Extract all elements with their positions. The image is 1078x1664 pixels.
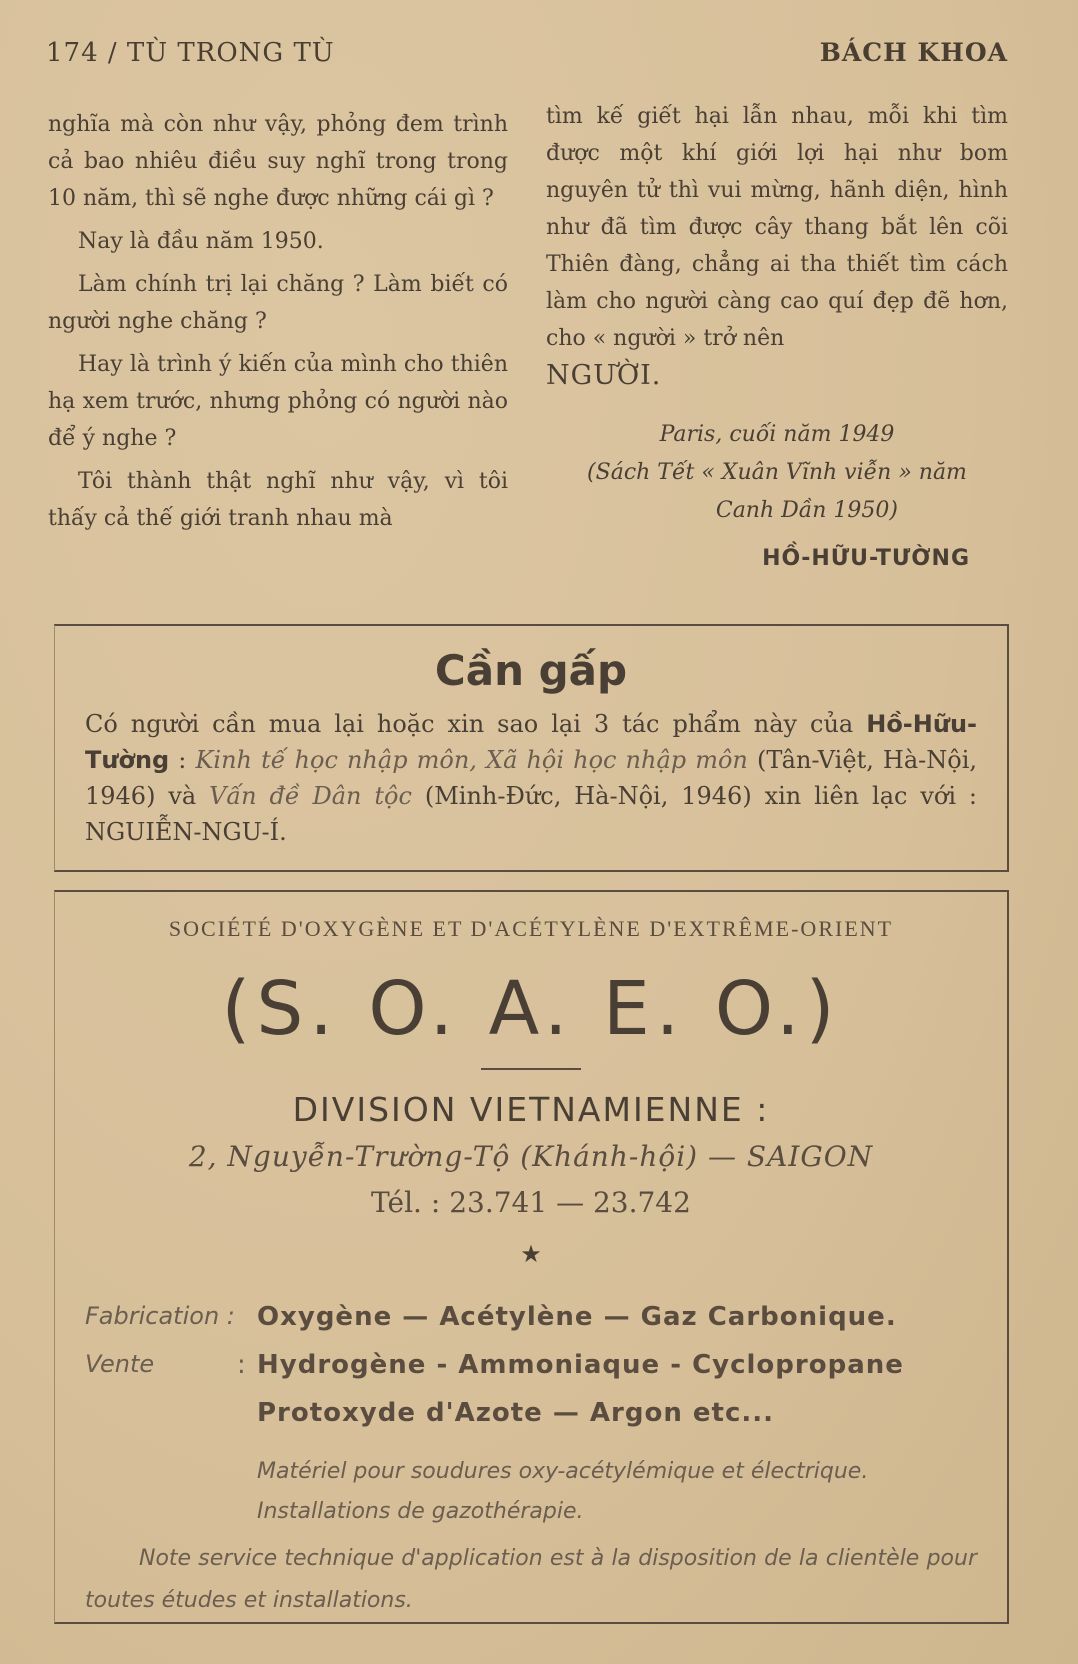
- signature-source: (Sách Tết « Xuân Vĩnh viễn » năm: [587, 460, 967, 485]
- notice-title: Cần gấp: [434, 646, 628, 695]
- address: 2, Nguyễn-Trường-Tộ (Khánh-hội) — SAIGON: [188, 1140, 874, 1173]
- materiel-line-1: Matériel pour soudures oxy-acétylémique et électrique.: [257, 1459, 869, 1484]
- notice-text: [85, 706, 977, 850]
- magazine-name: BÁCH KHOA: [819, 38, 1008, 67]
- materiel-line-2: Installations de gazothérapie.: [257, 1499, 584, 1524]
- paragraph: Hay là trình ý kiến của mình cho thiên hạ xem trước, nhưng phỏng có người nào để ý nghe ?: [48, 352, 508, 451]
- right-column: [546, 98, 1008, 577]
- notice-text-4: (Minh-Đức, Hà-Nội, 1946) xin liên lạc với : NGUIỄN-NGU-Í.: [85, 782, 977, 846]
- notice-book-1: Kinh tế học nhập môn, Xã hội học nhập môn: [195, 746, 748, 774]
- page-header: [46, 38, 1008, 78]
- paragraph-end: NGƯỜI.: [546, 360, 662, 391]
- telephone: Tél. : 23.741 — 23.742: [371, 1186, 691, 1219]
- paragraph: Tôi thành thật nghĩ như vậy, vì tôi thấy cả thế giới tranh nhau mà: [48, 469, 508, 531]
- page-number-title: 174 / TÙ TRONG TÙ: [46, 38, 335, 68]
- notice-book-2: Vấn đề Dân tộc: [209, 782, 412, 810]
- left-column: [48, 106, 508, 537]
- divider: [481, 1068, 581, 1070]
- notice-text-3: (Tân-Việt, Hà-Nội, 1946) và: [85, 746, 978, 810]
- company-acronym: (S. O. A. E. O.): [221, 966, 841, 1052]
- company-name: SOCIÉTÉ D'OXYGÈNE ET D'ACÉTYLÈNE D'EXTRÊME-ORIENT: [168, 916, 894, 941]
- paragraph: Làm chính trị lại chăng ? Làm biết có người nghe chăng ?: [48, 272, 508, 334]
- fabrication-label: Fabrication :: [85, 1302, 235, 1330]
- signature-source-2: Canh Dần 1950): [715, 498, 898, 523]
- paragraph: nghĩa mà còn như vậy, phỏng đem trình cả bao nhiêu điều suy nghĩ trong trong 10 năm, thì sẽ nghe được những cái gì ?: [48, 112, 508, 211]
- author-name: HỒ-HỮU-TƯỜNG: [762, 546, 970, 571]
- vente-label: Vente: [85, 1350, 155, 1378]
- materiel-text: [257, 1452, 977, 1532]
- vente-colon: :: [237, 1350, 246, 1380]
- vente-value: Hydrogène - Ammoniaque - Cyclopropane: [257, 1350, 904, 1380]
- signature-place: Paris, cuối năm 1949: [659, 422, 895, 447]
- notice-box: [54, 624, 1009, 872]
- notice-text-1: Có người cần mua lại hoặc xin sao lại 3 tác phẩm này của: [85, 710, 854, 738]
- division-name: DIVISION VIETNAMIENNE :: [292, 1090, 770, 1129]
- star-icon: ★: [520, 1240, 542, 1268]
- paragraph: tìm kế giết hại lẫn nhau, mỗi khi tìm được một khí giới lợi hại như bom nguyên tử thì vui mừng, hãnh diện, hình như đã tìm được cây thang bắt lên cõi Thiên đàng, chẳng ai tha thiết tìm cách làm cho người càng cao quí đẹp đẽ hơn, cho « người » trở nên: [546, 104, 1008, 351]
- advertisement-box: [54, 890, 1009, 1624]
- notice-author: Hồ-Hữu-Tường: [85, 710, 977, 774]
- vente-value-2: Protoxyde d'Azote — Argon etc...: [257, 1398, 774, 1428]
- service-note: Note service technique d'application est à la disposition de la clientèle pour toutes études et installations.: [85, 1546, 977, 1613]
- notice-text-2: :: [169, 746, 196, 774]
- fabrication-value: Oxygène — Acétylène — Gaz Carbonique.: [257, 1302, 897, 1332]
- paragraph: Nay là đầu năm 1950.: [78, 229, 324, 254]
